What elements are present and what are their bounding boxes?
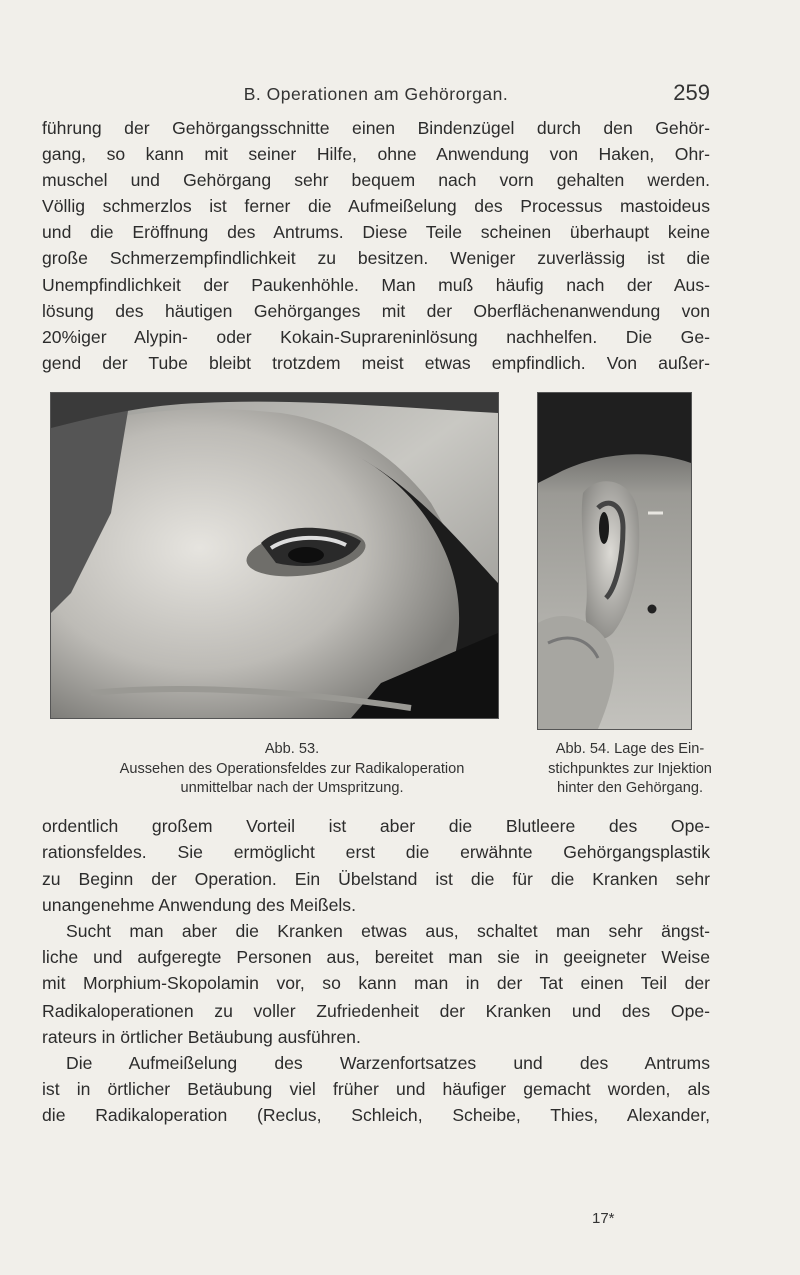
figure-53-number: Abb. 53.: [264, 741, 320, 757]
text-line: liche und aufgeregte Personen aus, bereitet man sie in geeigneter Weise: [42, 947, 710, 968]
figure-53-caption-line: unmittelbar nach der Umspritzung.: [180, 780, 404, 796]
text-line: muschel und Gehörgang sehr bequem nach vorn gehalten werden.: [42, 170, 710, 191]
figure-54-illustration: [538, 393, 691, 729]
text-line: und die Eröffnung des Antrums. Diese Teile scheinen überhaupt keine: [42, 222, 710, 243]
text-line: große Schmerzempfindlichkeit zu besitzen. Weniger zuverlässig ist die: [42, 248, 710, 269]
text-line: unangenehme Anwendung des Meißels.: [42, 895, 356, 916]
text-line: rateurs in örtlicher Betäubung ausführen.: [42, 1027, 361, 1048]
figure-53-illustration: [51, 393, 498, 718]
figure-54-caption-line: Abb. 54. Lage des Ein-: [555, 741, 705, 757]
text-line: führung der Gehörgangsschnitte einen Bindenzügel durch den Gehör-: [42, 118, 710, 138]
paragraph-continuation: [42, 813, 710, 865]
text-line: lösung des häutigen Gehörganges mit der Oberflächenanwendung von: [42, 300, 710, 321]
figure-53-photo: [50, 392, 499, 719]
paragraph-top: [42, 115, 710, 376]
text-line: Völlig schmerzlos ist ferner die Aufmeißelung des Processus mastoideus: [42, 196, 710, 217]
page-header: [42, 80, 710, 110]
text-line: ist in örtlicher Betäubung viel früher und häufiger gemacht worden, als: [42, 1079, 710, 1100]
text-line: zu Beginn der Operation. Ein Übelstand ist die für die Kranken sehr: [42, 869, 710, 889]
paragraph-bottom: [42, 998, 710, 1128]
text-line: mit Morphium-Skopolamin vor, so kann man in der Tat einen Teil der: [42, 973, 710, 994]
figure-54-caption-line: stichpunktes zur Injektion: [548, 760, 712, 777]
paragraph-middle: [42, 866, 710, 996]
figure-54-photo: [537, 392, 692, 730]
signature-mark: 17*: [592, 1210, 615, 1227]
text-line: ordentlich großem Vorteil ist aber die Blutleere des Ope-: [42, 816, 710, 836]
text-line: Sucht man aber die Kranken etwas aus, schaltet man sehr ängst-: [66, 921, 710, 942]
figure-54-caption-line: hinter den Gehörgang.: [556, 780, 704, 796]
figure-53-caption-line: Aussehen des Operationsfeldes zur Radikaloperation: [119, 760, 465, 777]
text-line: Unempfindlichkeit der Paukenhöhle. Man muß häufig nach der Aus-: [42, 274, 710, 295]
text-line: Radikaloperationen zu voller Zufriedenheit der Kranken und des Ope-: [42, 1001, 710, 1021]
running-title: B. Operationen am Gehörorgan.: [243, 84, 509, 104]
text-line: rationsfeldes. Sie ermöglicht erst die erwähnte Gehörgangsplastik: [42, 842, 710, 863]
page-number: 259: [673, 80, 710, 105]
figure-53-caption: [62, 740, 522, 799]
text-line: gang, so kann mit seiner Hilfe, ohne Anwendung von Haken, Ohr-: [42, 144, 710, 165]
figure-54-caption: [530, 740, 730, 799]
text-line: gend der Tube bleibt trotzdem meist etwas empfindlich. Von außer-: [42, 352, 710, 373]
text-line: die Radikaloperation (Reclus, Schleich, Scheibe, Thies, Alexander,: [42, 1105, 710, 1126]
text-line: 20%iger Alypin- oder Kokain-Suprareninlösung nachhelfen. Die Ge-: [42, 326, 710, 347]
text-line: Die Aufmeißelung des Warzenfortsatzes und des Antrums: [66, 1053, 710, 1074]
